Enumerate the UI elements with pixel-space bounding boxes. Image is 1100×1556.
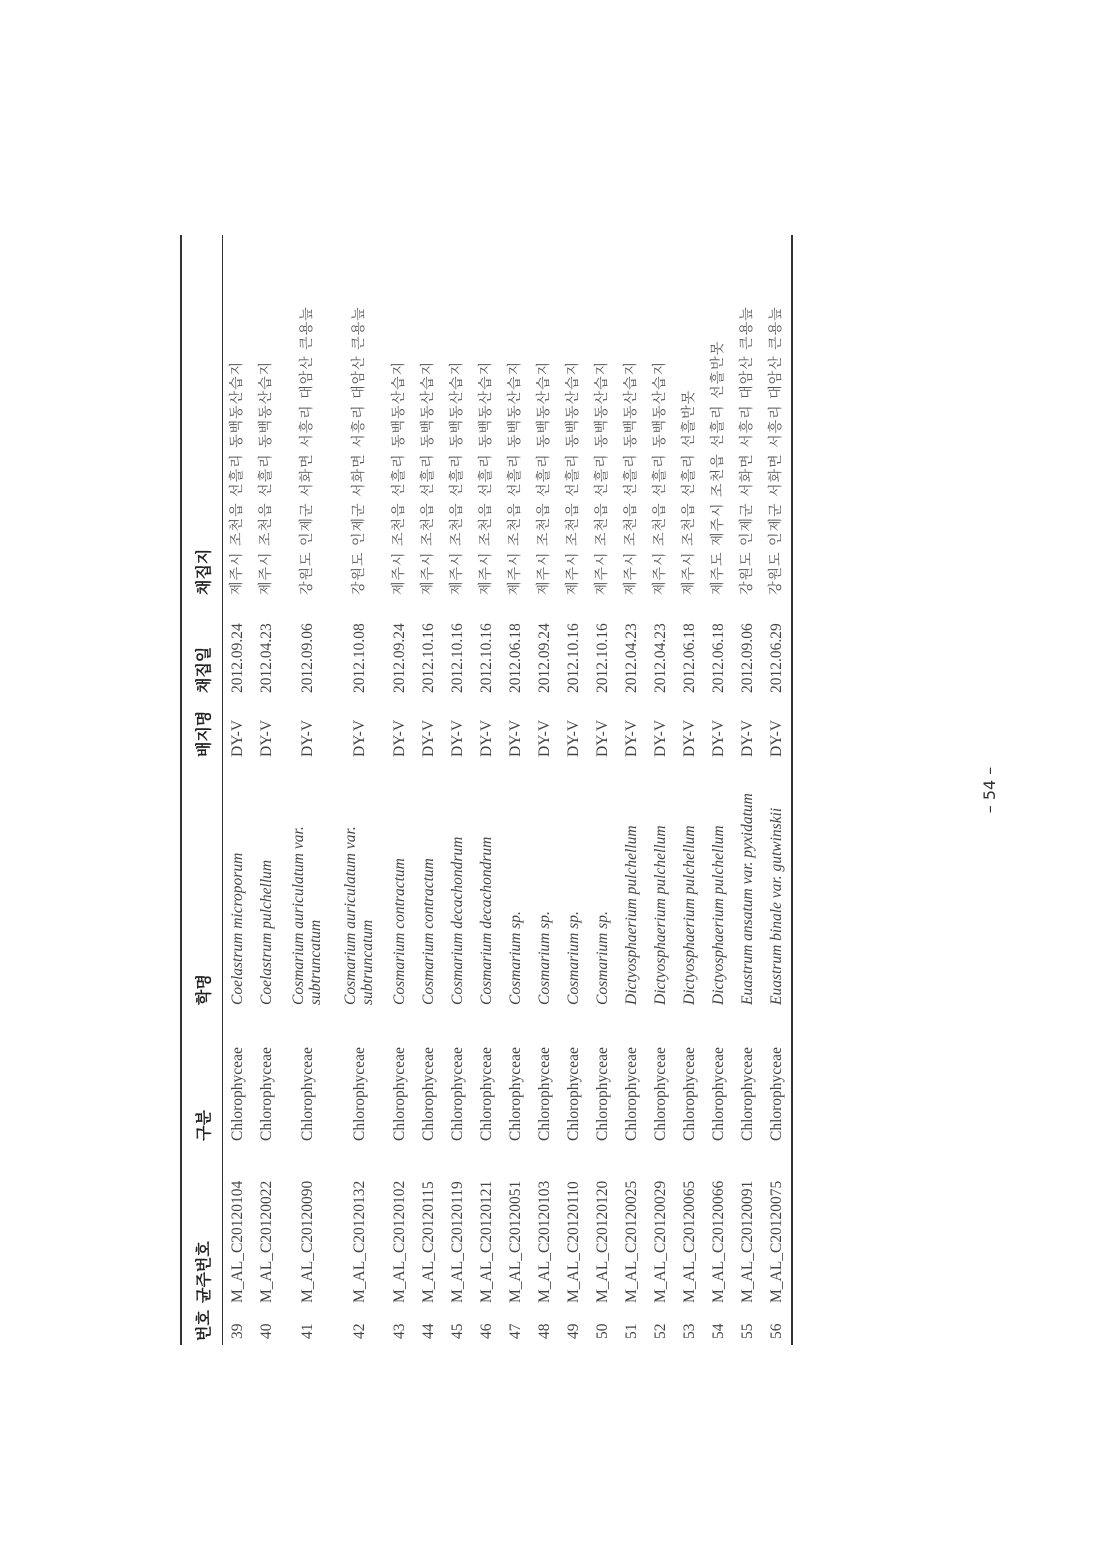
cell-strain-id: M_AL_C20120110 xyxy=(565,1181,582,1303)
cell-scientific-name: Cosmarium decachondrum xyxy=(478,836,495,1005)
cell-class: Chlorophyceae xyxy=(536,1047,553,1141)
cell-strain-id: M_AL_C20120066 xyxy=(710,1180,727,1303)
cell-scientific-name: Cosmarium sp. xyxy=(507,911,524,1005)
cell-number: 42 xyxy=(350,1323,368,1339)
cell-class: Chlorophyceae xyxy=(420,1047,437,1141)
cell-medium: DY-V xyxy=(710,719,727,757)
specimen-table-rotated xyxy=(180,235,785,1345)
cell-medium: DY-V xyxy=(507,719,524,757)
cell-collection-date: 2012.09.24 xyxy=(229,623,246,693)
table-row xyxy=(559,235,588,1345)
cell-collection-date: 2012.09.06 xyxy=(739,623,756,693)
cell-class: Chlorophyceae xyxy=(258,1047,275,1141)
cell-number: 50 xyxy=(594,1323,611,1339)
cell-collection-date: 2012.04.23 xyxy=(623,623,640,693)
cell-collection-date: 2012.10.16 xyxy=(449,623,466,693)
cell-collection-date: 2012.10.16 xyxy=(565,623,582,693)
cell-collection-site: 제주시 조천읍 선흘리 동백동산습지 xyxy=(478,360,494,595)
cell-medium: DY-V xyxy=(420,719,437,757)
cell-strain-id: M_AL_C20120132 xyxy=(350,1180,368,1303)
cell-strain-id: M_AL_C20120103 xyxy=(536,1180,553,1303)
cell-class: Chlorophyceae xyxy=(449,1047,466,1141)
cell-strain-id: M_AL_C20120065 xyxy=(681,1180,698,1303)
cell-collection-site: 제주시 조천읍 선흘리 동백동산습지 xyxy=(420,360,436,595)
cell-collection-date: 2012.10.08 xyxy=(350,623,368,693)
cell-scientific-name: Cosmarium sp. xyxy=(536,911,553,1005)
cell-medium: DY-V xyxy=(350,719,368,757)
table-row xyxy=(281,235,333,1345)
table-row xyxy=(733,235,762,1345)
cell-strain-id: M_AL_C20120051 xyxy=(507,1180,524,1303)
cell-class: Chlorophyceae xyxy=(391,1047,408,1141)
header-collection-site: 채집지 xyxy=(181,235,223,599)
cell-scientific-name: Cosmarium auriculatum var. subtruncatum xyxy=(290,826,324,1005)
table-row xyxy=(530,235,559,1345)
cell-collection-site: 제주시 조천읍 선흘리 동백동산습지 xyxy=(652,360,668,595)
cell-number: 54 xyxy=(710,1323,727,1339)
cell-class: Chlorophyceae xyxy=(739,1047,756,1141)
cell-strain-id: M_AL_C20120090 xyxy=(298,1180,316,1303)
cell-number: 55 xyxy=(739,1323,756,1339)
cell-number: 53 xyxy=(681,1323,698,1339)
cell-number: 44 xyxy=(420,1323,437,1339)
table-body xyxy=(223,235,793,1345)
header-medium: 배지명 xyxy=(181,697,223,761)
cell-strain-id: M_AL_C20120075 xyxy=(762,1145,792,1307)
cell-collection-date: 2012.04.23 xyxy=(258,623,275,693)
cell-class: Chlorophyceae xyxy=(565,1047,582,1141)
cell-number: 48 xyxy=(536,1323,553,1339)
cell-strain-id: M_AL_C20120025 xyxy=(623,1180,640,1303)
cell-scientific-name: Cosmarium contractum xyxy=(420,858,437,1005)
cell-strain-id: M_AL_C20120104 xyxy=(229,1180,246,1303)
cell-collection-date: 2012.10.16 xyxy=(594,623,611,693)
table-row xyxy=(414,235,443,1345)
header-scientific-name: 학명 xyxy=(181,761,223,1009)
cell-collection-site: 제주시 조천읍 선흘리 동백동산습지 xyxy=(391,360,407,595)
cell-class: Chlorophyceae xyxy=(652,1047,669,1141)
cell-number: 51 xyxy=(623,1323,640,1339)
cell-collection-site: 제주시 조천읍 선흘리 선흘반못 xyxy=(681,389,697,595)
table-row xyxy=(588,235,617,1345)
cell-medium: DY-V xyxy=(762,697,792,761)
cell-medium: DY-V xyxy=(536,719,553,757)
cell-strain-id: M_AL_C20120091 xyxy=(739,1180,756,1303)
cell-medium: DY-V xyxy=(565,719,582,757)
cell-collection-site: 제주도 제주시 조천읍 선흘리 선흘반못 xyxy=(710,340,726,595)
table-row xyxy=(385,235,414,1345)
cell-collection-site: 제주시 조천읍 선흘리 동백동산습지 xyxy=(229,360,245,595)
cell-scientific-name: Dictyosphaerium pulchellum xyxy=(623,825,640,1005)
table-row xyxy=(472,235,501,1345)
cell-class: Chlorophyceae xyxy=(681,1047,698,1141)
table-row xyxy=(675,235,704,1345)
cell-collection-date: 2012.09.06 xyxy=(298,623,316,693)
cell-collection-site: 제주시 조천읍 선흘리 동백동산습지 xyxy=(258,360,274,595)
cell-scientific-name: Euastrum binale var. gutwinskii xyxy=(762,761,792,1009)
cell-class: Chlorophyceae xyxy=(478,1047,495,1141)
cell-class: Chlorophyceae xyxy=(623,1047,640,1141)
cell-medium: DY-V xyxy=(229,719,246,757)
table-row xyxy=(762,235,792,1345)
header-strain-id: 균주번호 xyxy=(181,1145,223,1307)
cell-medium: DY-V xyxy=(594,719,611,757)
cell-medium: DY-V xyxy=(681,719,698,757)
cell-collection-site: 제주시 조천읍 선흘리 동백동산습지 xyxy=(507,360,523,595)
header-collection-date: 채집일 xyxy=(181,599,223,697)
header-class: 구분 xyxy=(181,1009,223,1145)
header-number: 번호 xyxy=(181,1307,223,1345)
cell-collection-site: 강원도 인제군 서화면 서흥리 대암산 큰용늪 xyxy=(350,306,367,595)
table-row xyxy=(223,235,253,1345)
cell-number: 39 xyxy=(229,1323,246,1339)
cell-medium: DY-V xyxy=(391,719,408,757)
cell-collection-site: 제주시 조천읍 선흘리 동백동산습지 xyxy=(623,360,639,595)
cell-collection-site: 제주시 조천읍 선흘리 동백동산습지 xyxy=(594,360,610,595)
cell-class: Chlorophyceae xyxy=(710,1047,727,1141)
cell-number: 56 xyxy=(762,1307,792,1345)
cell-class: Chlorophyceae xyxy=(350,1047,368,1141)
cell-collection-date: 2012.09.24 xyxy=(391,623,408,693)
cell-scientific-name: Dictyosphaerium pulchellum xyxy=(710,825,727,1005)
cell-medium: DY-V xyxy=(298,719,316,757)
table-header-row xyxy=(181,235,223,1345)
cell-number: 40 xyxy=(258,1323,275,1339)
cell-number: 47 xyxy=(507,1323,524,1339)
cell-class: Chlorophyceae xyxy=(229,1047,246,1141)
cell-strain-id: M_AL_C20120120 xyxy=(594,1180,611,1303)
cell-collection-date: 2012.10.16 xyxy=(478,623,495,693)
cell-collection-date: 2012.10.16 xyxy=(420,623,437,693)
table-row xyxy=(704,235,733,1345)
cell-number: 46 xyxy=(478,1323,495,1339)
cell-class: Chlorophyceae xyxy=(298,1047,316,1141)
cell-medium: DY-V xyxy=(739,719,756,757)
cell-collection-date: 2012.04.23 xyxy=(652,623,669,693)
cell-number: 43 xyxy=(391,1323,408,1339)
cell-number: 49 xyxy=(565,1323,582,1339)
cell-scientific-name: Dictyosphaerium pulchellum xyxy=(652,825,669,1005)
cell-scientific-name: Cosmarium sp. xyxy=(565,911,582,1005)
cell-strain-id: M_AL_C20120121 xyxy=(478,1180,495,1303)
cell-class: Chlorophyceae xyxy=(594,1047,611,1141)
cell-medium: DY-V xyxy=(449,719,466,757)
cell-collection-date: 2012.06.29 xyxy=(762,599,792,697)
table-row xyxy=(617,235,646,1345)
cell-collection-site: 제주시 조천읍 선흘리 동백동산습지 xyxy=(449,360,465,595)
cell-number: 52 xyxy=(652,1323,669,1339)
cell-medium: DY-V xyxy=(623,719,640,757)
cell-strain-id: M_AL_C20120022 xyxy=(258,1180,275,1303)
cell-scientific-name: Euastrum ansatum var. pyxidatum xyxy=(739,793,756,1005)
table-row xyxy=(501,235,530,1345)
cell-strain-id: M_AL_C20120115 xyxy=(420,1181,437,1303)
cell-collection-date: 2012.09.24 xyxy=(536,623,553,693)
cell-scientific-name: Cosmarium decachondrum xyxy=(449,836,466,1005)
cell-collection-date: 2012.06.18 xyxy=(710,623,727,693)
table-row xyxy=(443,235,472,1345)
cell-scientific-name: Coelastrum pulchellum xyxy=(258,859,275,1005)
table-row xyxy=(646,235,675,1345)
cell-scientific-name: Cosmarium sp. xyxy=(594,911,611,1005)
cell-collection-date: 2012.06.18 xyxy=(681,623,698,693)
specimen-table xyxy=(180,235,793,1345)
cell-collection-site: 강원도 인제군 서화면 서흥리 대암산 큰용늪 xyxy=(298,306,315,595)
cell-medium: DY-V xyxy=(652,719,669,757)
cell-scientific-name: Cosmarium contractum xyxy=(391,858,408,1005)
cell-scientific-name: Cosmarium auriculatum var. subtruncatum xyxy=(342,826,376,1005)
cell-class: Chlorophyceae xyxy=(762,1009,792,1145)
cell-medium: DY-V xyxy=(478,719,495,757)
cell-number: 41 xyxy=(298,1323,316,1339)
cell-strain-id: M_AL_C20120119 xyxy=(449,1181,466,1303)
cell-collection-site: 강원도 인제군 서화면 서흥리 대암산 큰용늪 xyxy=(762,235,792,599)
cell-medium: DY-V xyxy=(258,719,275,757)
table-row xyxy=(333,235,385,1345)
cell-strain-id: M_AL_C20120102 xyxy=(391,1180,408,1303)
cell-collection-site: 강원도 인제군 서화면 서흥리 대암산 큰용늪 xyxy=(739,306,755,595)
cell-collection-date: 2012.06.18 xyxy=(507,623,524,693)
cell-scientific-name: Dictyosphaerium pulchellum xyxy=(681,825,698,1005)
cell-number: 45 xyxy=(449,1323,466,1339)
cell-strain-id: M_AL_C20120029 xyxy=(652,1180,669,1303)
cell-collection-site: 제주시 조천읍 선흘리 동백동산습지 xyxy=(565,360,581,595)
page-number: – 54 – xyxy=(980,766,999,814)
cell-class: Chlorophyceae xyxy=(507,1047,524,1141)
table-row xyxy=(252,235,281,1345)
cell-collection-site: 제주시 조천읍 선흘리 동백동산습지 xyxy=(536,360,552,595)
cell-scientific-name: Coelastrum microporum xyxy=(229,852,246,1005)
